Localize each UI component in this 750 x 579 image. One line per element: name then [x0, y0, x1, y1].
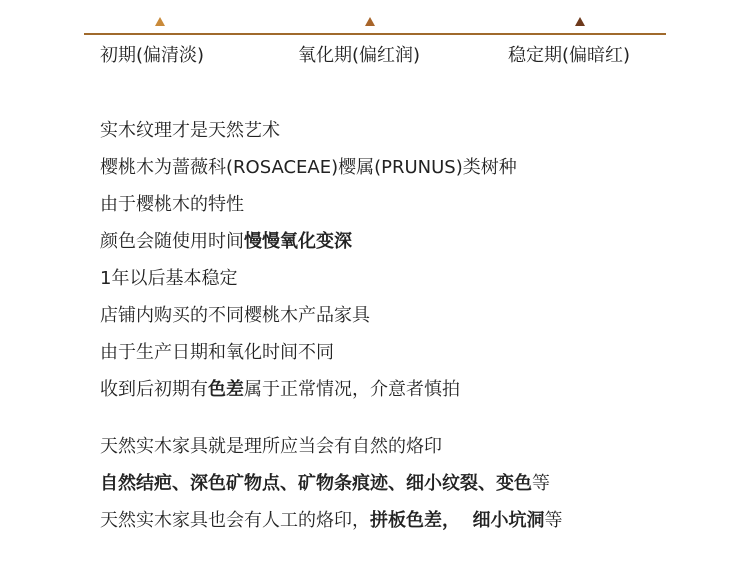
text-line: 1年以后基本稳定	[100, 268, 238, 289]
text-line: 天然实木家具就是理所应当会有自然的烙印	[100, 436, 442, 457]
text-line: 实木纹理才是天然艺术	[100, 120, 280, 141]
text-line	[100, 223, 517, 260]
text-segment: 收到后初期有	[100, 379, 208, 400]
stage-marker-stable-icon	[575, 17, 585, 26]
timeline-line	[84, 33, 666, 35]
text-segment: 颜色会随使用时间	[100, 231, 244, 252]
emphasis-text: 拼板色差， 细小坑洞	[370, 510, 545, 531]
text-segment: 属于正常情况，介意者慎拍	[244, 379, 460, 400]
stage-label-stable: 稳定期(偏暗红)	[508, 45, 631, 66]
emphasis-text: 色差	[208, 379, 244, 400]
description-paragraph-2	[100, 428, 563, 539]
stage-marker-oxidation-icon	[365, 17, 375, 26]
stage-label-early: 初期(偏清淡)	[100, 45, 205, 66]
description-paragraph-1	[100, 112, 517, 408]
text-line: 由于樱桃木的特性	[100, 194, 244, 215]
emphasis-text: 慢慢氧化变深	[244, 231, 352, 252]
text-line	[100, 502, 563, 539]
text-line: 由于生产日期和氧化时间不同	[100, 342, 334, 363]
text-segment: 等	[544, 510, 563, 531]
text-line: 樱桃木为蔷薇科(ROSACEAE)樱属(PRUNUS)类树种	[100, 157, 517, 178]
text-line: 店铺内购买的不同樱桃木产品家具	[100, 305, 370, 326]
emphasis-text: 自然结疤、深色矿物点、矿物条痕迹、细小纹裂、变色	[100, 473, 532, 494]
text-line	[100, 465, 563, 502]
text-segment: 天然实木家具也会有人工的烙印，	[100, 510, 370, 531]
stage-marker-early-icon	[155, 17, 165, 26]
text-segment: 等	[532, 473, 550, 494]
text-line	[100, 371, 517, 408]
stage-label-oxidation: 氧化期(偏红润)	[298, 45, 421, 66]
